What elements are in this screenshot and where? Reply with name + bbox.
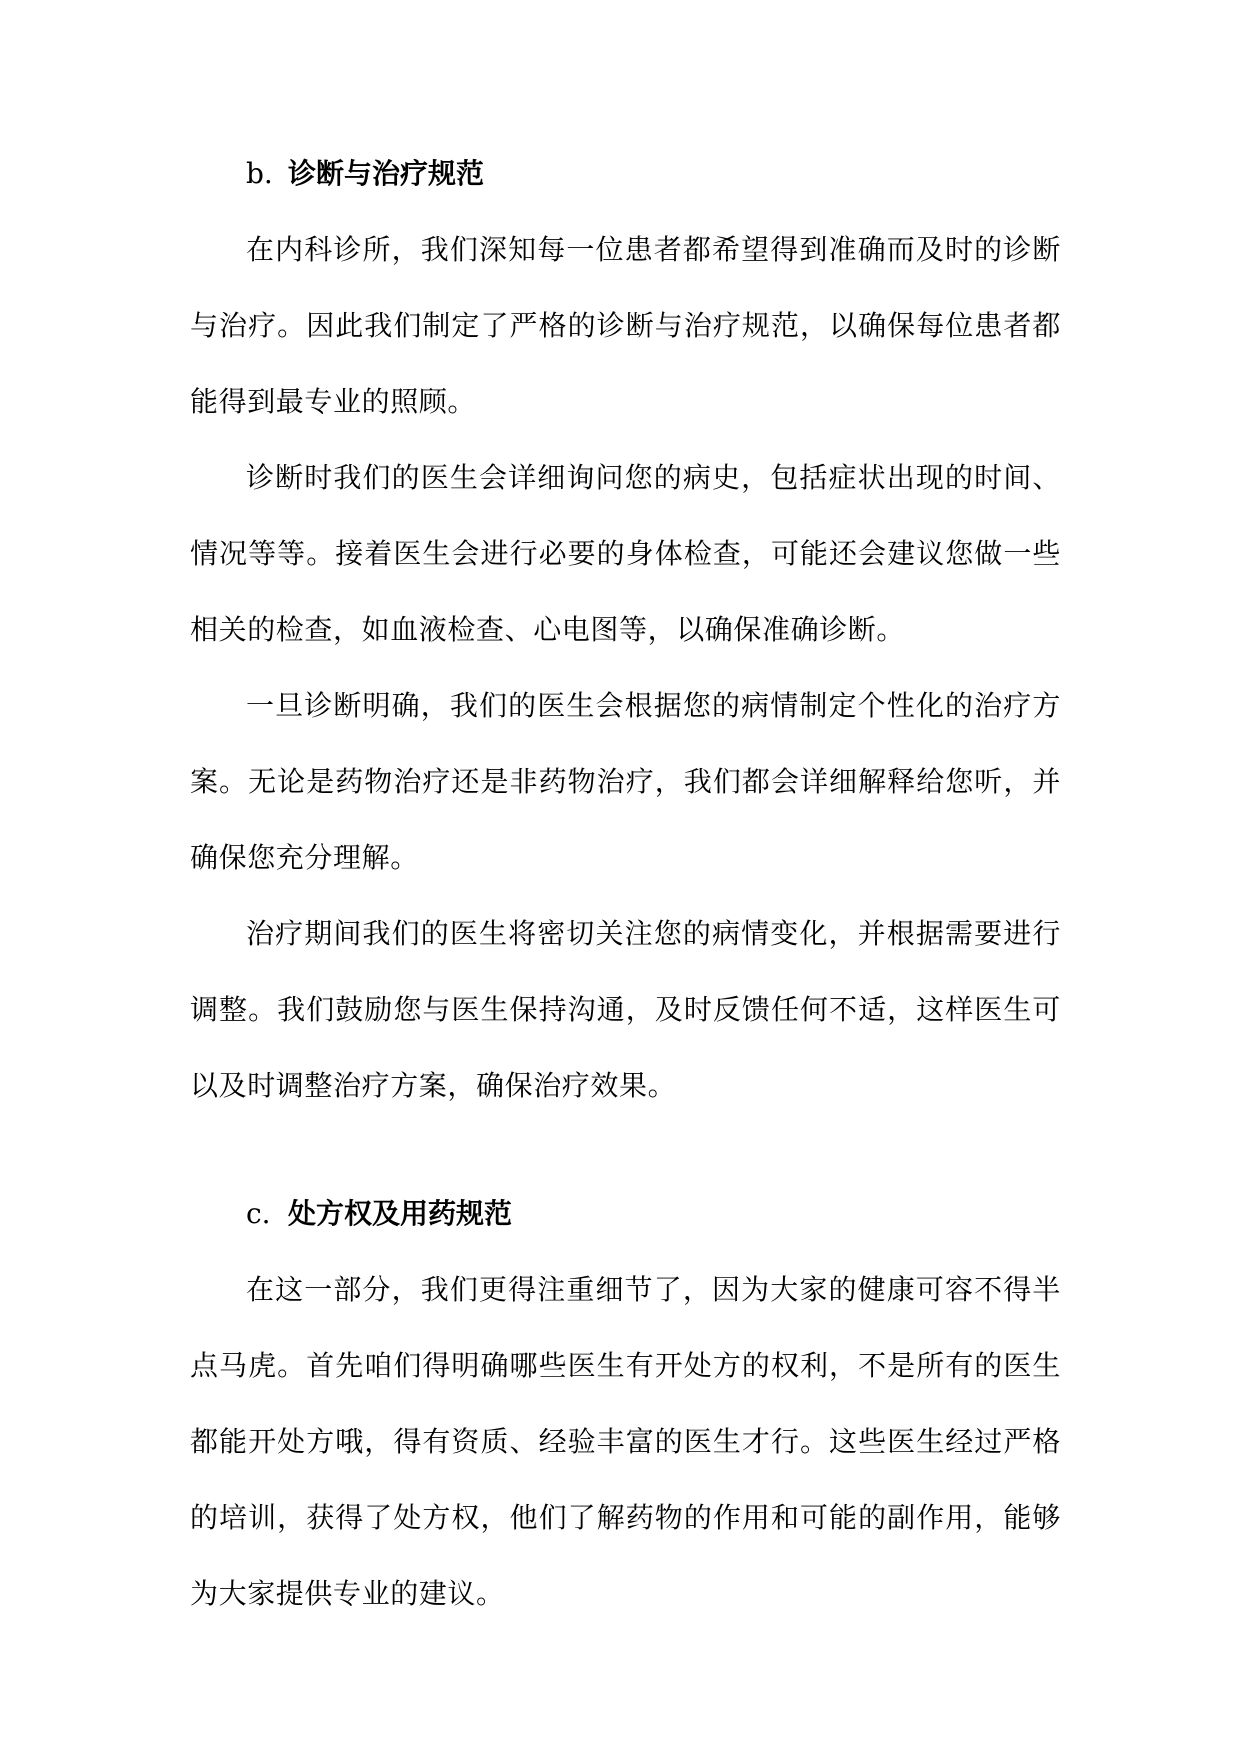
section-c-marker: c.: [246, 1197, 271, 1230]
section-b-paragraph-2: 诊断时我们的医生会详细询问您的病史，包括症状出现的时间、情况等等。接着医生会进行必要的身体检查，可能还会建议您做一些相关的检查，如血液检查、心电图等，以确保准确诊断。: [190, 461, 1061, 646]
section-spacer: [190, 1124, 1061, 1176]
section-b-title: 诊断与治疗规范: [288, 157, 485, 190]
document-body: [190, 136, 1061, 1632]
section-c-title: 处方权及用药规范: [288, 1197, 513, 1230]
section-b-paragraph-4: 治疗期间我们的医生将密切关注您的病情变化，并根据需要进行调整。我们鼓励您与医生保持沟通，及时反馈任何不适，这样医生可以及时调整治疗方案，确保治疗效果。: [190, 917, 1061, 1102]
section-b-paragraph-3: 一旦诊断明确，我们的医生会根据您的病情制定个性化的治疗方案。无论是药物治疗还是非药物治疗，我们都会详细解释给您听，并确保您充分理解。: [190, 689, 1061, 874]
section-b-heading: [190, 136, 1061, 212]
section-c-heading: [190, 1176, 1061, 1252]
section-b-paragraph-1: 在内科诊所，我们深知每一位患者都希望得到准确而及时的诊断与治疗。因此我们制定了严格的诊断与治疗规范，以确保每位患者都能得到最专业的照顾。: [190, 233, 1061, 418]
section-b-marker: b.: [246, 157, 273, 190]
section-c-paragraph-1: 在这一部分，我们更得注重细节了，因为大家的健康可容不得半点马虎。首先咱们得明确哪些医生有开处方的权利，不是所有的医生都能开处方哦，得有资质、经验丰富的医生才行。这些医生经过严格的培训，获得了处方权，他们了解药物的作用和可能的副作用，能够为大家提供专业的建议。: [190, 1273, 1061, 1610]
